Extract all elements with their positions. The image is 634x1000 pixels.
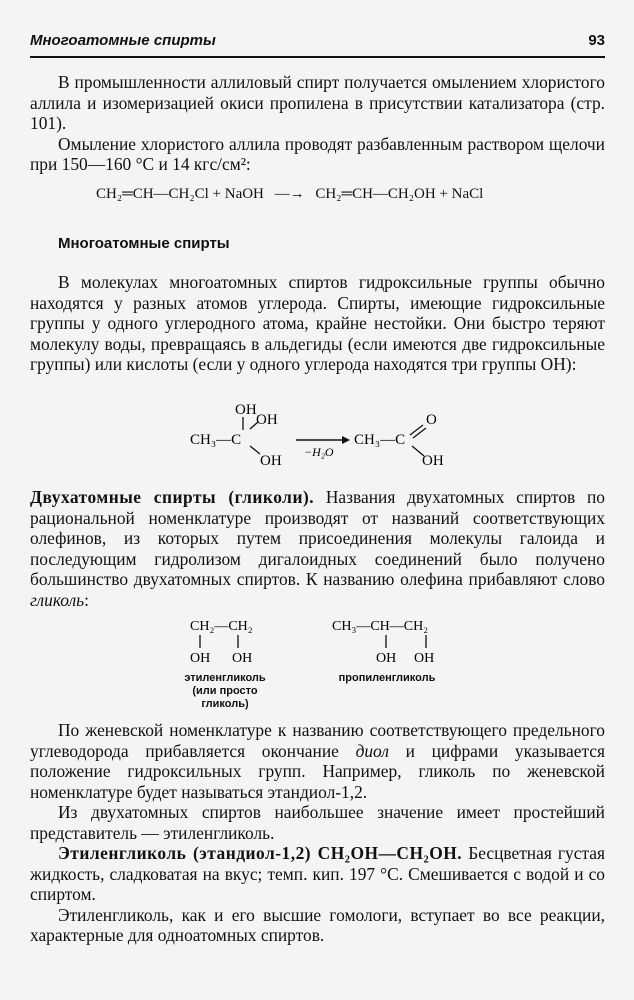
- glycols-text: Названия двухатомных спиртов по рациональной номенклатуре производят от названий соответствующих олефинов, из которых путем присоединения молекулы галоида и последующим гидролизом дигалоидных соединений было получено большинство двухатомных спиртов. К названию олефина прибавляют слово: [30, 487, 606, 589]
- equation-left: CH₂═CH—CH₂Cl + NaOH: [96, 186, 264, 202]
- scheme-ch3-right: CH₃—C: [354, 432, 406, 448]
- scheme-oh-top: OH: [235, 402, 257, 418]
- final-paragraph: Этиленгликоль, как и его высшие гомологи, вступает во все реакции, характерные для одноатомных спиртов.: [30, 904, 605, 945]
- equation-arrow: —→: [274, 186, 305, 202]
- propylene-oh-1: OH: [376, 651, 397, 666]
- dehydration-scheme: [180, 398, 470, 474]
- propylene-top: CH₃—CH—CH₂: [332, 619, 429, 634]
- scheme-oh-right: OH: [256, 412, 278, 428]
- scheme-double-bond-b: [413, 428, 426, 438]
- ethylene-top: CH₂—CH₂: [190, 619, 253, 634]
- scheme-arrow-head: [342, 436, 350, 444]
- section-paragraph-1: В молекулах многоатомных спиртов гидроксильные группы обычно находятся у разных атомов углерода. Спирты, имеющие гидроксильные группы у одного углеродного атома, крайне нестойки. Они быстро теряют молекулу воды, превращаясь в альдегиды (если имеются две гидроксильные группы) или кислоты (если у одного углерода находятся три группы OH):: [30, 272, 605, 374]
- ethylene-glycol-caption: [170, 672, 280, 711]
- ethylene-glycol-paragraph: [30, 843, 605, 905]
- glycol-structures: [180, 612, 470, 672]
- geneva-before: По женевской номенклатуре к названию соответствующего предельного углеводорода прибавляется окончание: [30, 720, 605, 761]
- ethylene-oh-1: OH: [190, 651, 211, 666]
- intro-block: [30, 72, 605, 175]
- ethylene-glycol-lead: Этиленгликоль (этандиол-1,2) CH₂OH—CH₂OH.: [58, 843, 463, 863]
- page-number: 93: [588, 32, 605, 49]
- simplest-paragraph: Из двухатомных спиртов наибольшее значение имеет простейший представитель — этиленгликоль.: [30, 802, 605, 843]
- scheme-o-double: O: [426, 412, 437, 428]
- scheme-bond-bottom: [250, 446, 260, 454]
- propylene-caption-line-1: пропиленгликоль: [338, 672, 436, 684]
- scheme-double-bond-a: [410, 425, 423, 435]
- section-heading: Многоатомные спирты: [58, 235, 230, 252]
- running-title: Многоатомные спирты: [30, 32, 216, 49]
- ethylene-oh-2: OH: [232, 651, 253, 666]
- ethylene-caption-line-3: гликоль): [201, 698, 249, 710]
- geneva-after: и цифрами указывается положение гидроксильных групп. Например, гликоль по женевской номенклатуре будет называться этандиол-1,2.: [30, 740, 606, 802]
- equation-right: CH₂═CH—CH₂OH + NaCl: [315, 186, 484, 202]
- running-head: [30, 30, 605, 58]
- equation-allyl-hydrolysis: [96, 186, 483, 203]
- glycols-block: [30, 487, 605, 610]
- geneva-paragraph: [30, 720, 605, 802]
- ethylene-caption-line-2: (или просто: [192, 685, 258, 697]
- intro-paragraph-1: В промышленности аллиловый спирт получается омылением хлористого аллила и изомеризацией окиси пропилена в присутствии катализатора (стр. 101).: [30, 72, 605, 133]
- scheme-condition: −H₂O: [304, 445, 334, 459]
- glycols-word: гликоль: [30, 589, 85, 610]
- section-paragraph-block: [30, 272, 605, 375]
- scheme-oh-acid: OH: [422, 453, 444, 469]
- ethylene-caption-line-1: этиленгликоль: [184, 672, 266, 684]
- scheme-ch3-left: CH₃—C: [190, 432, 242, 448]
- propylene-oh-2: OH: [414, 651, 435, 666]
- propylene-glycol-caption: [322, 672, 452, 685]
- scheme-oh-bottom: OH: [260, 453, 282, 469]
- geneva-word: диол: [355, 740, 389, 761]
- glycols-lead: Двухатомные спирты (гликоли).: [30, 487, 315, 507]
- ethylene-glycol-text: Бесцветная густая жидкость, сладковатая на вкус; темп. кип. 197 °С. Смешивается с водой и со спиртом.: [30, 843, 605, 904]
- glycols-paragraph: [30, 487, 605, 610]
- intro-paragraph-2: Омыление хлористого аллила проводят разбавленным раствором щелочи при 150—160 °С и 14 кгс/см²:: [30, 133, 605, 174]
- glycols-colon: :: [84, 589, 89, 610]
- geneva-block: [30, 720, 605, 946]
